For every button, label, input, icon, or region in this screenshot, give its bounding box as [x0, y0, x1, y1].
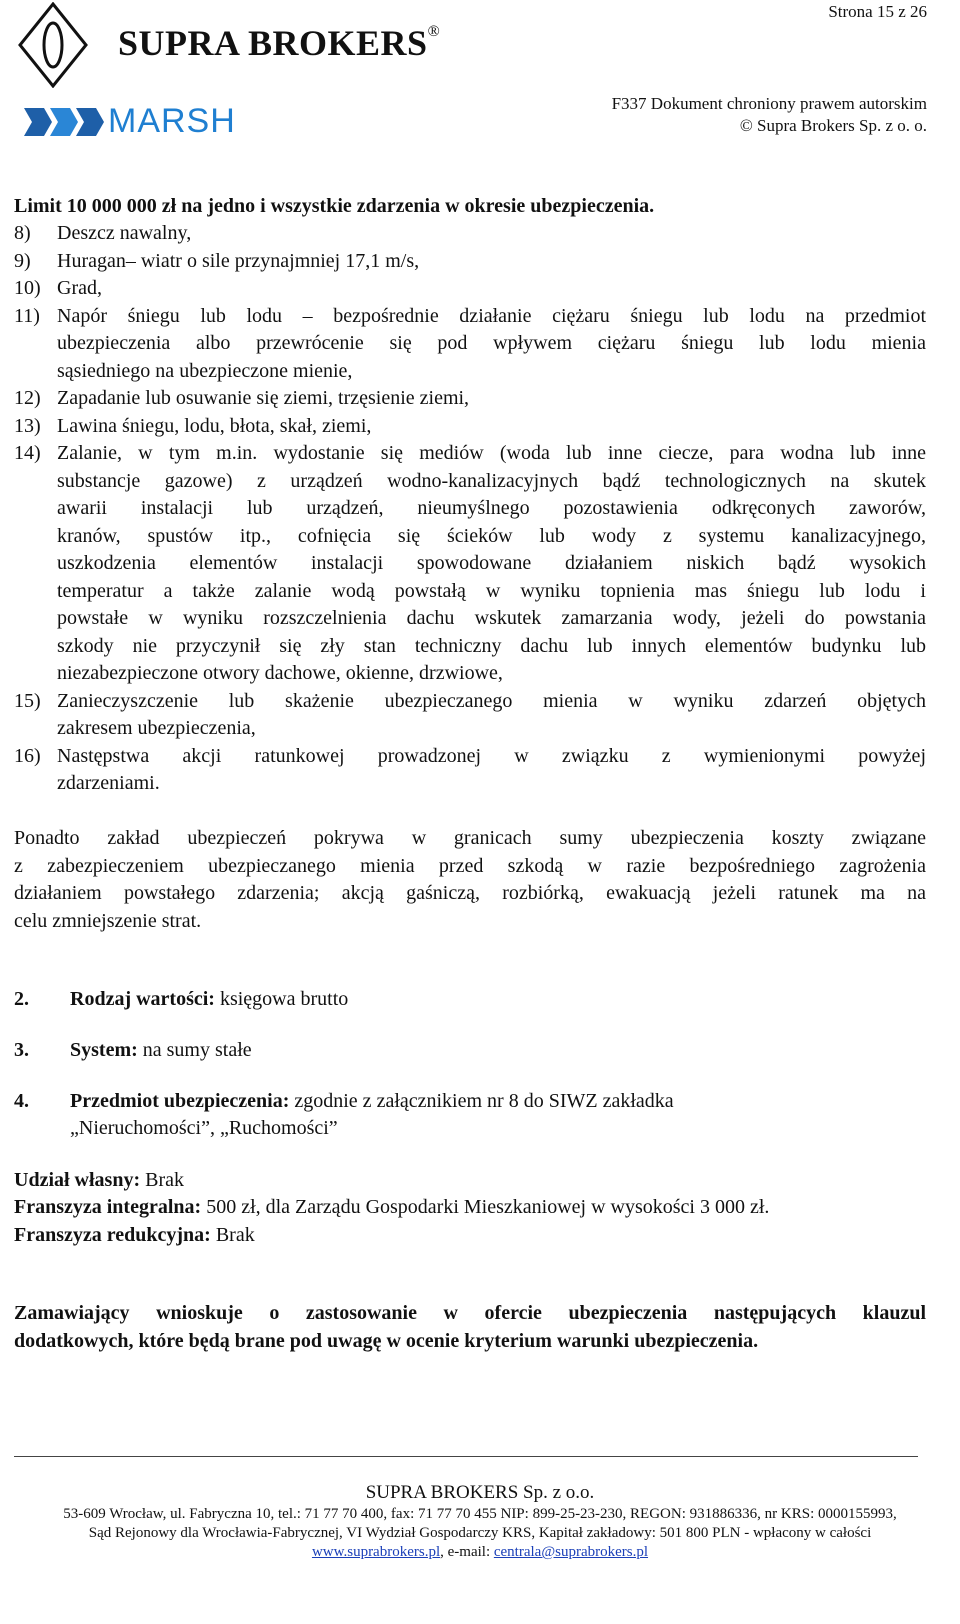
list-item: niezabezpieczone otwory dachowe, okienne, drzwiowe,	[57, 662, 503, 684]
copyright-notice	[612, 93, 927, 137]
section-system: System: na sumy stałe	[70, 1039, 252, 1061]
section-number: 4.	[14, 1090, 29, 1112]
doc-id-line: F337 Dokument chroniony prawem autorskim	[611, 94, 927, 113]
list-item: awarii instalacji lub urządzeń, nieumyślnego pozostawienia odkręconych zaworów,	[57, 497, 926, 519]
list-number: 8)	[14, 222, 31, 244]
limit-line: Limit 10 000 000 zł na jedno i wszystkie zdarzenia w okresie ubezpieczenia.	[14, 195, 655, 217]
copyright-line: © Supra Brokers Sp. z o. o.	[739, 116, 927, 135]
marsh-emblem-icon	[22, 104, 106, 140]
section-value-type: Rodzaj wartości: księgowa brutto	[70, 988, 349, 1010]
closing-line: Zamawiający wnioskuje o zastosowanie w ofercie ubezpieczenia następujących klauzul	[14, 1302, 926, 1324]
deductible-own-share: Udział własny: Brak	[14, 1169, 185, 1191]
supra-logo-icon	[18, 2, 88, 88]
list-item: Zalanie, w tym m.in. wydostanie się mediów (woda lub inne ciecze, para wodna lub inne	[57, 442, 926, 464]
list-item: sąsiedniego na ubezpieczone mienie,	[57, 360, 353, 382]
list-item: uszkodzenia elementów instalacji spowodowane działaniem niskich bądź wysokich	[57, 552, 926, 574]
list-item: zakresem ubezpieczenia,	[57, 717, 256, 739]
list-item: zdarzeniami.	[57, 772, 160, 794]
list-number: 16)	[14, 745, 41, 767]
list-item: ubezpieczenia albo przewrócenie się pod wpływem ciężaru śniegu lub lodu mienia	[57, 332, 926, 354]
brand-name	[118, 22, 440, 64]
paragraph-line: Ponadto zakład ubezpieczeń pokrywa w granicach sumy ubezpieczenia koszty związane	[14, 827, 926, 849]
list-item: Napór śniegu lub lodu – bezpośrednie działanie ciężaru śniegu lub lodu na przedmiot	[57, 305, 926, 327]
list-number: 12)	[14, 387, 41, 409]
footer-address: 53-609 Wrocław, ul. Fabryczna 10, tel.: 71 77 70 400, fax: 71 77 70 455 NIP: 899-25-23-230, REGON: 931886336, nr KRS: 0000155993,	[63, 1506, 897, 1522]
footer-court: Sąd Rejonowy dla Wrocławia-Fabrycznej, VI Wydział Gospodarczy KRS, Kapitał zakładowy: 501 800 PLN - wpłacony w całości	[88, 1525, 872, 1541]
list-item: kranów, spustów itp., cofnięcia się ścieków lub wody z systemu kanalizacyjnego,	[57, 525, 926, 547]
marsh-logo	[22, 104, 252, 146]
list-number: 11)	[14, 305, 40, 327]
list-item: szkody nie przyczynił się zły stan techniczny dachu lub innych elementów budynku lub	[57, 635, 926, 657]
footer-divider	[14, 1456, 918, 1457]
list-item: temperatur a także zalanie wodą powstałą w wyniku topnienia mas śniegu lub lodu i	[57, 580, 926, 602]
list-number: 15)	[14, 690, 41, 712]
list-item: Lawina śniegu, lodu, błota, skał, ziemi,	[57, 415, 372, 437]
list-item: Zanieczyszczenie lub skażenie ubezpieczanego mienia w wyniku zdarzeń objętych	[57, 690, 926, 712]
page-number: Strona 15 z 26	[828, 2, 927, 21]
paragraph-line: celu zmniejszenie strat.	[14, 910, 202, 932]
list-number: 10)	[14, 277, 41, 299]
section-subject-cont: „Nieruchomości”, „Ruchomości”	[70, 1117, 338, 1139]
deductible-integral: Franszyza integralna: 500 zł, dla Zarządu Gospodarki Mieszkaniowej w wysokości 3 000 zł.	[14, 1196, 770, 1218]
list-item: Zapadanie lub osuwanie się ziemi, trzęsienie ziemi,	[57, 387, 470, 409]
section-number: 2.	[14, 988, 29, 1010]
registered-mark: ®	[427, 23, 441, 40]
list-number: 14)	[14, 442, 41, 464]
deductible-reduction: Franszyza redukcyjna: Brak	[14, 1224, 255, 1246]
footer-contact	[0, 1544, 960, 1561]
list-number: 9)	[14, 250, 31, 272]
email-label: , e-mail:	[440, 1544, 494, 1560]
list-item: Następstwa akcji ratunkowej prowadzonej w związku z wymienionymi powyżej	[57, 745, 926, 767]
marsh-wordmark: MARSH	[108, 102, 236, 140]
website-link[interactable]: www.suprabrokers.pl	[311, 1544, 441, 1560]
footer-company: SUPRA BROKERS Sp. z o.o.	[365, 1482, 595, 1503]
list-item: Grad,	[57, 277, 102, 299]
list-item: powstałe w wyniku rozszczelnienia dachu wskutek zamarzania wody, jeżeli do powstania	[57, 607, 926, 629]
section-number: 3.	[14, 1039, 29, 1061]
email-link[interactable]: centrala@suprabrokers.pl	[493, 1544, 649, 1560]
list-item: Huragan– wiatr o sile przynajmniej 17,1 m/s,	[57, 250, 420, 272]
brand-text: SUPRA BROKERS	[118, 23, 428, 63]
list-item: substancje gazowe) z urządzeń wodno-kanalizacyjnych bądź technologicznych na skutek	[57, 470, 926, 492]
closing-line: dodatkowych, które będą brane pod uwagę w ocenie kryterium warunki ubezpieczenia.	[14, 1330, 759, 1352]
section-subject: Przedmiot ubezpieczenia: zgodnie z załącznikiem nr 8 do SIWZ zakładka	[70, 1090, 674, 1112]
list-number: 13)	[14, 415, 41, 437]
list-item: Deszcz nawalny,	[57, 222, 192, 244]
paragraph-line: z zabezpieczeniem ubezpieczanego mienia przed szkodą w razie bezpośredniego zagrożenia	[14, 855, 926, 877]
paragraph-line: działaniem powstałego zdarzenia; akcją gaśniczą, rozbiórką, ewakuacją jeżeli ratunek ma na	[14, 882, 926, 904]
